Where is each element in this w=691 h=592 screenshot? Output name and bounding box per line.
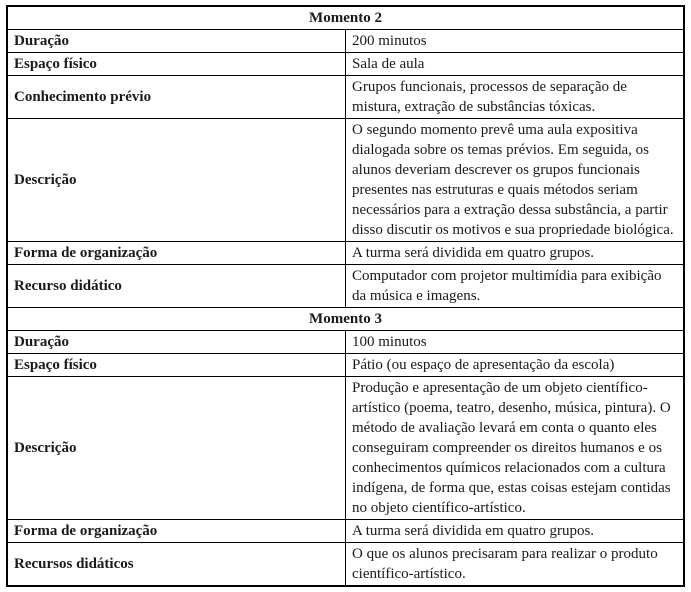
table-row	[7, 543, 684, 587]
table-row	[7, 76, 684, 119]
table-row	[7, 119, 684, 242]
row-label: Duração	[7, 30, 346, 53]
row-label: Forma de organização	[7, 242, 346, 265]
row-label: Conhecimento prévio	[7, 76, 346, 119]
row-value: 200 minutos	[346, 30, 685, 53]
row-label: Espaço físico	[7, 53, 346, 76]
table-row	[7, 265, 684, 308]
table-row	[7, 242, 684, 265]
table-row	[7, 331, 684, 354]
section-header-momento-2: Momento 2	[7, 6, 684, 30]
row-label: Descrição	[7, 119, 346, 242]
row-label: Recursos didáticos	[7, 543, 346, 587]
section-header-momento-3: Momento 3	[7, 308, 684, 331]
table-row	[7, 354, 684, 377]
table-row	[7, 377, 684, 520]
row-value: Pátio (ou espaço de apresentação da escola)	[346, 354, 685, 377]
row-value: O que os alunos precisaram para realizar o produto científico-artístico.	[346, 543, 685, 587]
table-row	[7, 520, 684, 543]
row-value: A turma será dividida em quatro grupos.	[346, 520, 685, 543]
row-label: Descrição	[7, 377, 346, 520]
row-value: Produção e apresentação de um objeto científico-artístico (poema, teatro, desenho, música, pintura). O método de avaliação levará em conta o quanto eles conseguiram compreender os direitos humanos e os conhecimentos químicos relacionados com a cultura indígena, de forma que, estas coisas estejam contidas no objeto científico-artístico.	[346, 377, 685, 520]
row-label: Espaço físico	[7, 354, 346, 377]
row-value: A turma será dividida em quatro grupos.	[346, 242, 685, 265]
row-value: Sala de aula	[346, 53, 685, 76]
section-header-row	[7, 308, 684, 331]
row-value: O segundo momento prevê uma aula expositiva dialogada sobre os temas prévios. Em seguida, os alunos deveriam descrever os grupos funcionais presentes nas estruturas e quais métodos seriam necessários para a extração dessa substância, a partir disso discutir os motivos e sua propriedade biológica.	[346, 119, 685, 242]
row-label: Duração	[7, 331, 346, 354]
row-value: Computador com projetor multimídia para exibição da música e imagens.	[346, 265, 685, 308]
row-label: Forma de organização	[7, 520, 346, 543]
row-value: Grupos funcionais, processos de separação de mistura, extração de substâncias tóxicas.	[346, 76, 685, 119]
row-value: 100 minutos	[346, 331, 685, 354]
section-header-row	[7, 6, 684, 30]
table-row	[7, 53, 684, 76]
lesson-plan-table	[6, 5, 685, 587]
table-row	[7, 30, 684, 53]
row-label: Recurso didático	[7, 265, 346, 308]
